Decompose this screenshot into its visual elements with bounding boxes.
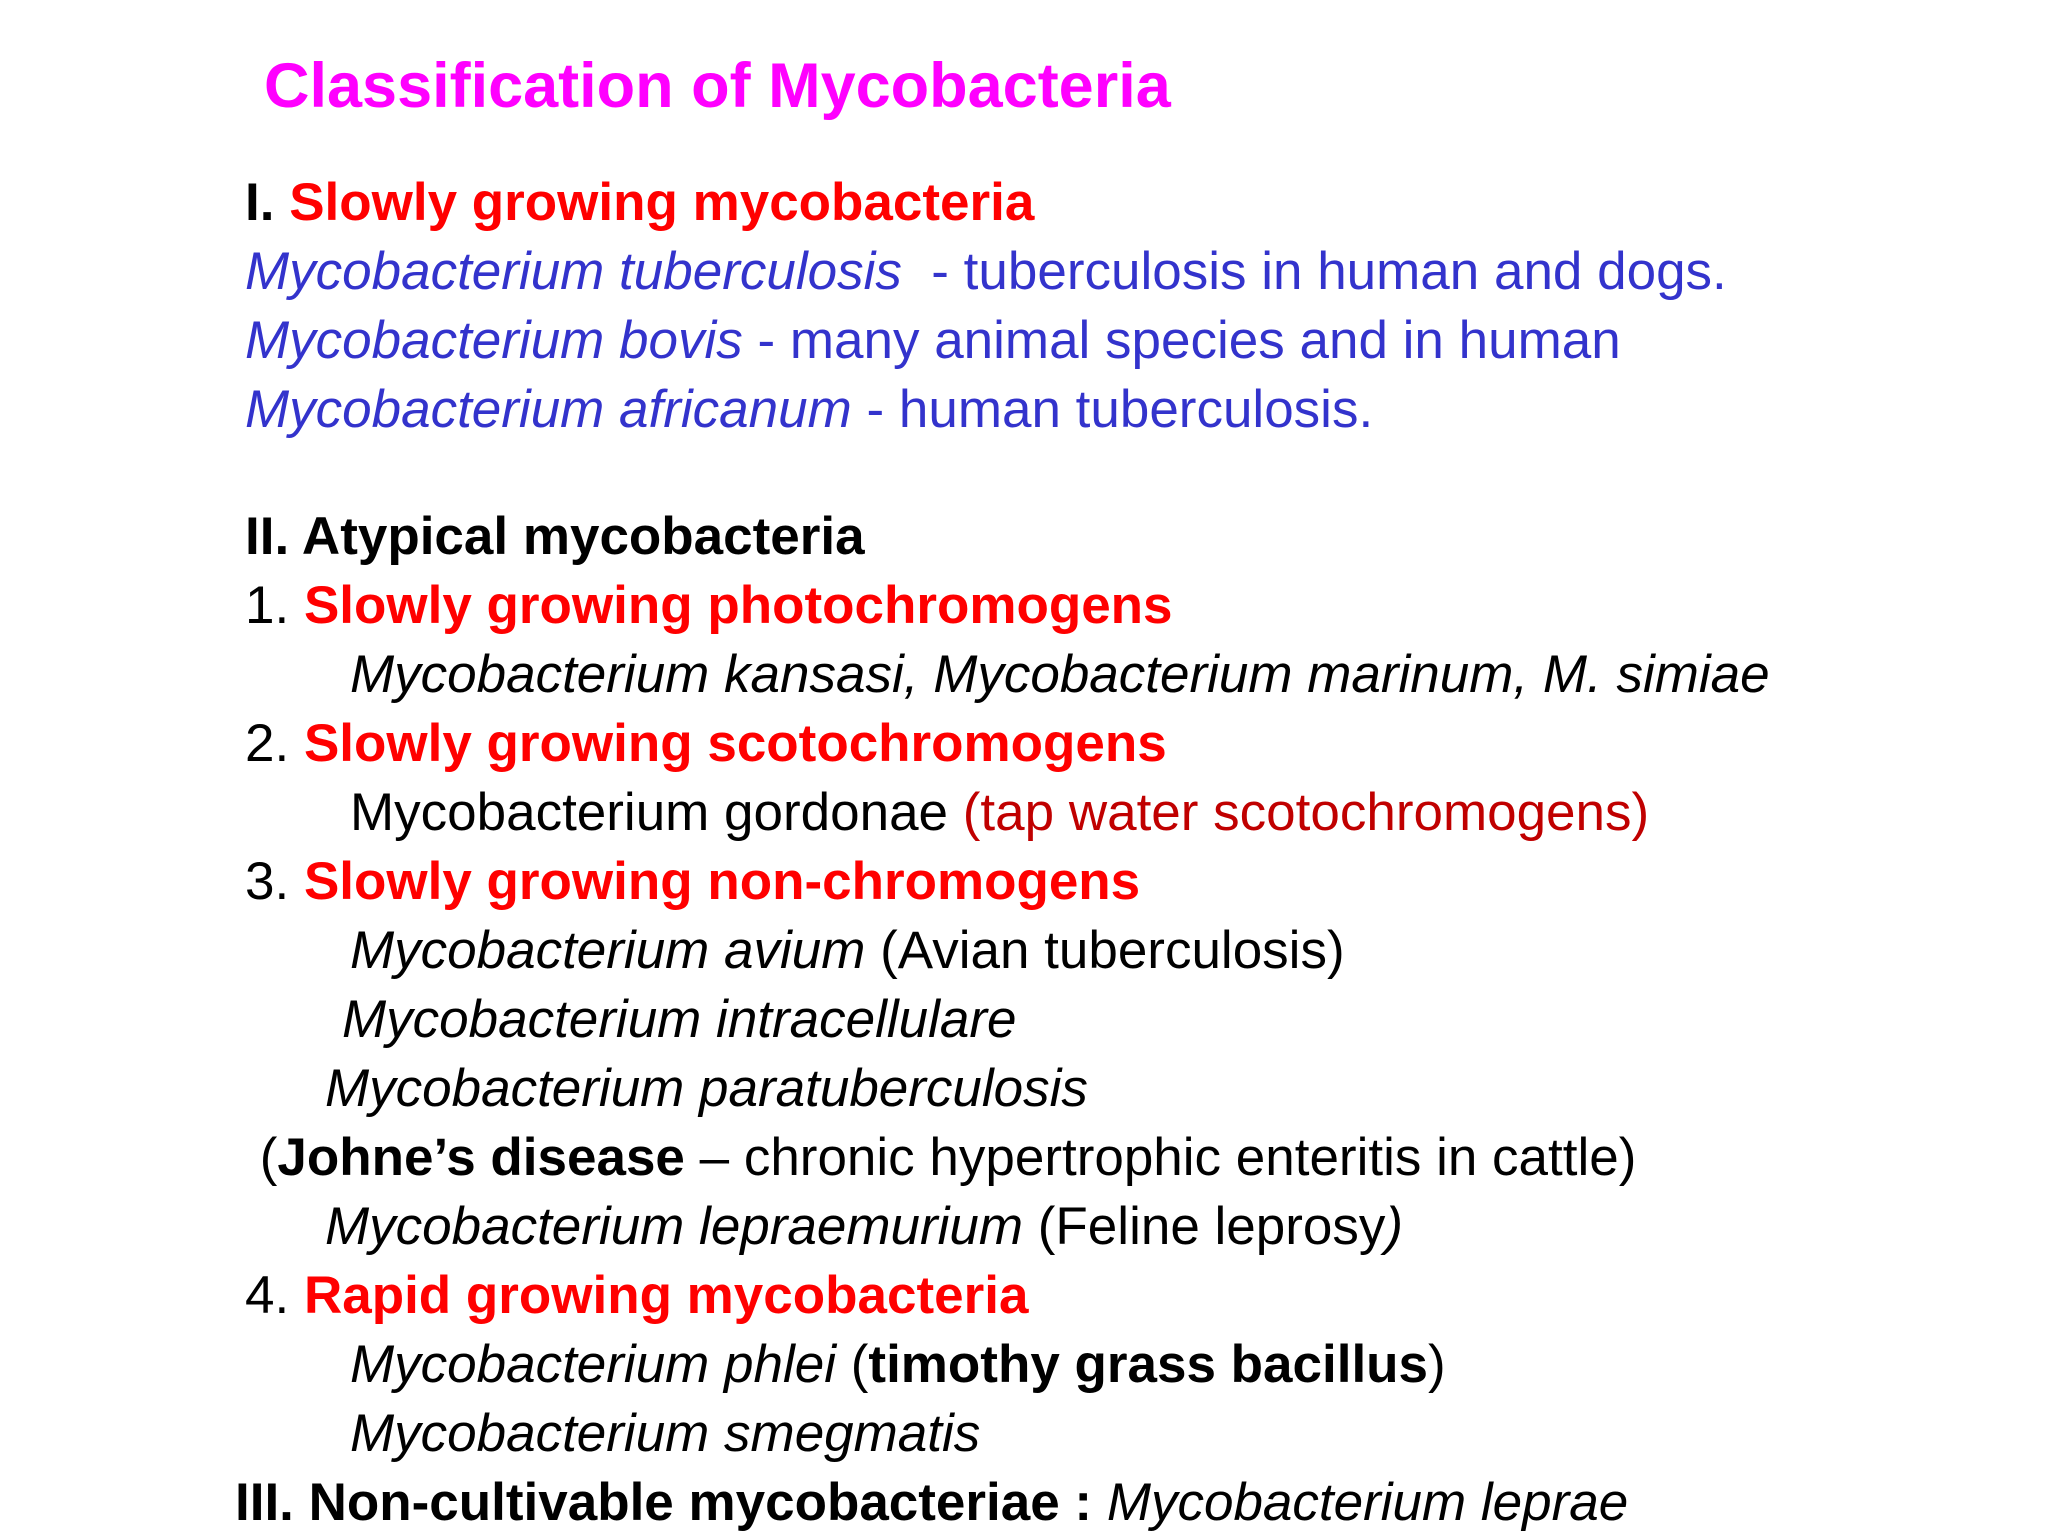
group-heading <box>245 1261 1028 1331</box>
species-note: (tap water scotochromogens) <box>962 783 1650 842</box>
section-1-heading <box>245 168 1034 238</box>
species-entry <box>245 375 1373 445</box>
species-entry <box>350 778 1649 848</box>
group-heading <box>245 709 1167 779</box>
group-title: Slowly growing non-chromogens <box>303 852 1141 911</box>
disease-description: – chronic hypertrophic enteritis in cattle) <box>684 1128 1637 1187</box>
species-name: Mycobacterium leprae <box>1106 1473 1629 1532</box>
species-entry <box>350 1330 1446 1400</box>
species-entry: Mycobacterium intracellulare <box>342 990 1017 1049</box>
species-description: - tuberculosis in human and dogs. <box>901 242 1727 301</box>
species-name: Mycobacterium africanum <box>245 380 852 439</box>
species-entry <box>325 1192 1403 1262</box>
species-name: Mycobacterium gordonae <box>350 783 949 842</box>
species-name: Mycobacterium phlei <box>350 1335 837 1394</box>
section-3-heading <box>235 1468 1628 1538</box>
species-line: Mycobacterium kansasi, Mycobacterium marinum, M. simiae <box>350 645 1770 704</box>
group-heading <box>245 847 1140 917</box>
species-entry: Mycobacterium smegmatis <box>350 1404 981 1463</box>
slide-title: Classification of Mycobacteria <box>264 51 1171 121</box>
species-description: - many animal species and in human <box>742 311 1621 370</box>
species-name: Mycobacterium avium <box>350 921 866 980</box>
species-name: Mycobacterium bovis <box>245 311 743 370</box>
species-entry <box>350 916 1345 986</box>
group-number: 1. <box>245 576 290 635</box>
disease-note <box>245 1123 1636 1193</box>
section-3-title: III. Non-cultivable mycobacteriae : <box>235 1473 1107 1532</box>
species-paren-open: ( <box>836 1335 869 1394</box>
species-entry: Mycobacterium paratuberculosis <box>325 1059 1088 1118</box>
species-entry <box>245 237 1727 307</box>
section-1-numeral: I. <box>245 173 275 232</box>
species-name: Mycobacterium tuberculosis <box>245 242 902 301</box>
species-entry <box>245 306 1621 376</box>
disease-name: Johne’s disease <box>277 1128 685 1187</box>
species-common-name: timothy grass bacillus <box>868 1335 1429 1394</box>
species-description: - human tuberculosis. <box>851 380 1374 439</box>
group-title: Rapid growing mycobacteria <box>303 1266 1029 1325</box>
section-2-heading: II. Atypical mycobacteria <box>245 507 865 566</box>
species-note: (Feline leprosy <box>1023 1197 1386 1256</box>
species-note-close: ) <box>1385 1197 1404 1256</box>
species-paren-close: ) <box>1428 1335 1446 1394</box>
species-note: (Avian tuberculosis) <box>865 921 1345 980</box>
group-title: Slowly growing scotochromogens <box>303 714 1167 773</box>
group-number: 4. <box>245 1266 290 1325</box>
section-1-title: Slowly growing mycobacteria <box>289 173 1035 232</box>
species-name: Mycobacterium lepraemurium <box>325 1197 1024 1256</box>
group-number: 2. <box>245 714 290 773</box>
group-title: Slowly growing photochromogens <box>303 576 1173 635</box>
disease-paren-open: ( <box>245 1128 278 1187</box>
group-heading <box>245 571 1173 641</box>
group-number: 3. <box>245 852 290 911</box>
